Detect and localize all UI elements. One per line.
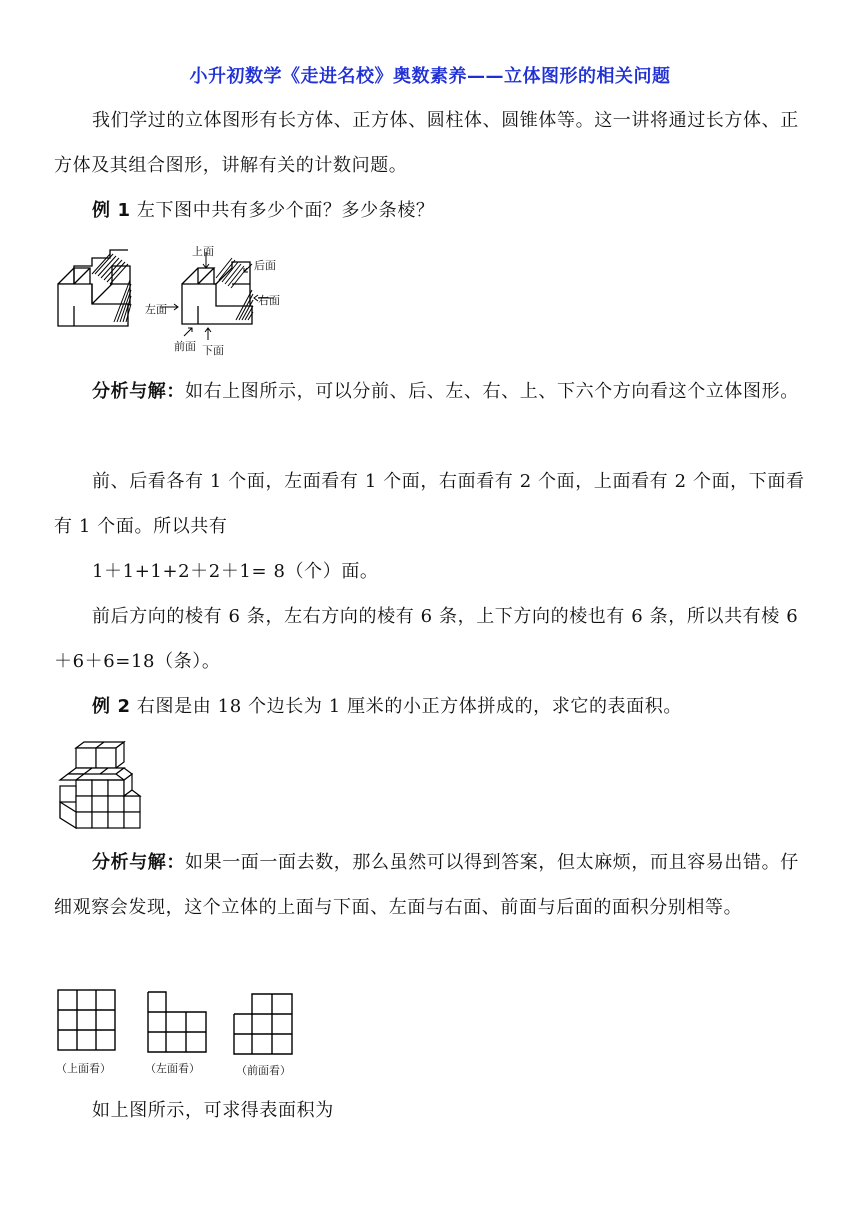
stair-solid-labeled-figure <box>140 240 290 364</box>
stair-solid-figure <box>54 244 134 332</box>
label-back-face: 后面 <box>254 259 276 272</box>
page-title: 小升初数学《走进名校》奥数素养——立体图形的相关问题 <box>189 66 671 87</box>
label-left-face: 左面 <box>145 303 167 316</box>
intro-paragraph: 我们学过的立体图形有长方体、正方体、圆柱体、圆锥体等。这一讲将通过长方体、正方体及其组合图形，讲解有关的计数问题。 <box>54 110 799 176</box>
left-view-figure <box>144 986 210 1060</box>
top-view-figure <box>56 986 118 1060</box>
example1-analysis-text: 如右上图所示，可以分前、后、左、右、上、下六个方向看这个立体图形。 <box>185 381 799 402</box>
left-view-caption: （左面看） <box>145 1062 200 1075</box>
example2-question: 右图是由 18 个边长为 1 厘米的小正方体拼成的，求它的表面积。 <box>136 696 682 717</box>
example1-question: 左下图中共有多少个面？多少条棱？ <box>136 200 435 221</box>
example1-analysis <box>54 369 814 414</box>
example2-analysis-text: 如果一面一面去数，那么虽然可以得到答案，但太麻烦，而且容易出错。仔细观察会发现，这个立体的上面与下面、左面与右面、前面与后面的面积分别相等。 <box>54 852 799 918</box>
example1-faces-paragraph: 前、后看各有 1 个面，左面看有 1 个面，右面看有 2 个面，上面看有 2 个面，下面看有 1 个面。所以共有 <box>54 471 805 537</box>
example1-edges-paragraph: 前后方向的棱有 6 条，左右方向的棱有 6 条，上下方向的棱也有 6 条，所以共有棱 6＋6＋6=18（条）。 <box>54 606 799 672</box>
front-view-figure <box>230 986 296 1060</box>
example1-question-line <box>54 188 814 233</box>
example2-label: 例 2 <box>92 696 131 717</box>
label-bottom-face: 下面 <box>202 344 224 357</box>
front-view-caption: （前面看） <box>236 1064 291 1077</box>
cube-stack-figure <box>54 740 146 836</box>
example2-question-line <box>54 684 814 729</box>
label-right-face: 右面 <box>258 294 280 307</box>
top-view-caption: （上面看） <box>56 1062 111 1075</box>
example2-conclusion: 如上图所示，可求得表面积为 <box>92 1100 334 1121</box>
label-top-face: 上面 <box>192 245 214 258</box>
label-front-face: 前面 <box>174 340 196 353</box>
example1-formula: 1＋1+1+2＋2＋1= 8（个）面。 <box>92 561 379 582</box>
example1-label: 例 1 <box>92 200 131 221</box>
example2-analysis <box>54 840 814 930</box>
example2-analysis-label: 分析与解： <box>92 852 185 873</box>
example1-analysis-label: 分析与解： <box>92 381 185 402</box>
